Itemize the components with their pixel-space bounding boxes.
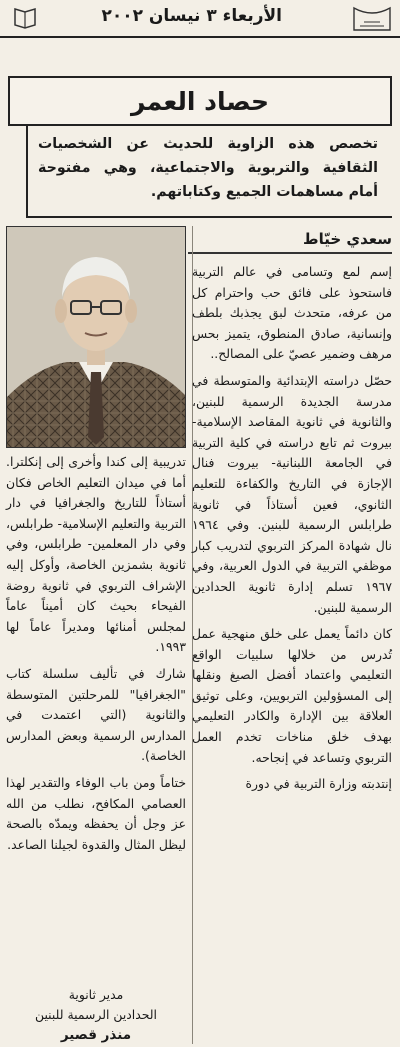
- signature-block: [6, 985, 186, 1045]
- signature-name: منذر قصير: [60, 1027, 132, 1043]
- column-title-box: [8, 76, 392, 126]
- date-bar: [0, 0, 400, 38]
- issue-date: الأربعاء ٣ نيسان ٢٠٠٢: [101, 6, 282, 26]
- article-left-column: [6, 452, 186, 861]
- book-icon: [12, 4, 38, 30]
- article-paragraph: إنتدبته وزارة التربية في دورة: [245, 776, 392, 792]
- article-paragraph: ختاماً ومن باب الوفاء والتقدير لهذا العصامي المكافح، نطلب من الله عز وجل أن يحفظه ويمدّه بالصحة ليظل المثال والقدوة لجيلنا الصاعد.: [6, 774, 186, 852]
- decorative-ornament-icon: [352, 4, 392, 32]
- author-name: سعدي خيّاط: [303, 230, 392, 248]
- author-divider: [188, 252, 392, 254]
- signature-school: الحدادين الرسمية للبنين: [35, 1007, 157, 1022]
- column-intro: تخصص هذه الزاوية للحديث عن الشخصيات الثقافية والتربوية والاجتماعية، وهي مفتوحة أمام مساهمات الجميع وكتاباتهم.: [26, 126, 392, 218]
- column-title: حصاد العمر: [131, 86, 269, 116]
- article-paragraph: كان دائماً يعمل على خلق منهجية عمل تُدرس من خلالها سلبيات الواقع التعليمي واعتماد أفضل الصيغ ونقلها إلى المسؤولين التربويين، وعلى توثيق العلاقة بين الإدارة والكادر التعليمي بهدف خلق مناخات تخدم العمل التربوي وتساعد في إنجاحه.: [192, 626, 392, 765]
- signature-role: مدير ثانوية: [68, 987, 124, 1002]
- author-portrait-photo: [6, 226, 186, 448]
- article-right-column: [192, 262, 392, 801]
- article-paragraph: حصّل دراسته الإبتدائية والمتوسطة في مدرسة الجديدة الرسمية للبنين، والثانوية في ثانوية المقاصد الإسلامية- بيروت ثم تابع دراسته في كلية التربية في الجامعة اللبنانية- بيروت فنال الإجازة في التاريخ والكفاءة للتعليم الثانوي، فعين أستاذاً في ثانوية طرابلس الرسمية للبنين. وفي ١٩٦٤ نال شهادة المركز التربوي لتدريب كبار موظفي التربية في الدول العربية، وفي ١٩٦٧ تسلم إدارة ثانوية الحدادين الرسمية للبنين.: [192, 372, 392, 615]
- article-paragraph: إسم لمع وتسامى في عالم التربية فاستحوذ على فائق حب واحترام كل من عرفه، متحدث لبق يجذبك بلطف وإنسانية، صادق المنطوق، يتميز بحس مرهف وضمير عصيّ على المصالح..: [192, 264, 392, 362]
- article-paragraph: شارك في تأليف سلسلة كتاب "الجغرافيا" للمرحلتين المتوسطة والثانوية (التي اعتمدت في المدارس الرسمية وبعض المدارس الخاصة).: [6, 665, 186, 764]
- article-paragraph: تدريبية إلى كندا وأخرى إلى إنكلترا. أما في ميدان التعليم الخاص فكان أستاذاً للتاريخ والجغرافيا في دار التربية والتعليم الإسلامية- طرابلس، وفي دار المعلمين- طرابلس، وفي ثانوية بشمزين الخاصة، وأوكل إليه الإشراف التربوي في ثانوية روضة الفيحاء بحيث كان أميناً عاماً لمجلس أمنائها ومديراً عاماً لها ١٩٩٣.: [6, 454, 186, 655]
